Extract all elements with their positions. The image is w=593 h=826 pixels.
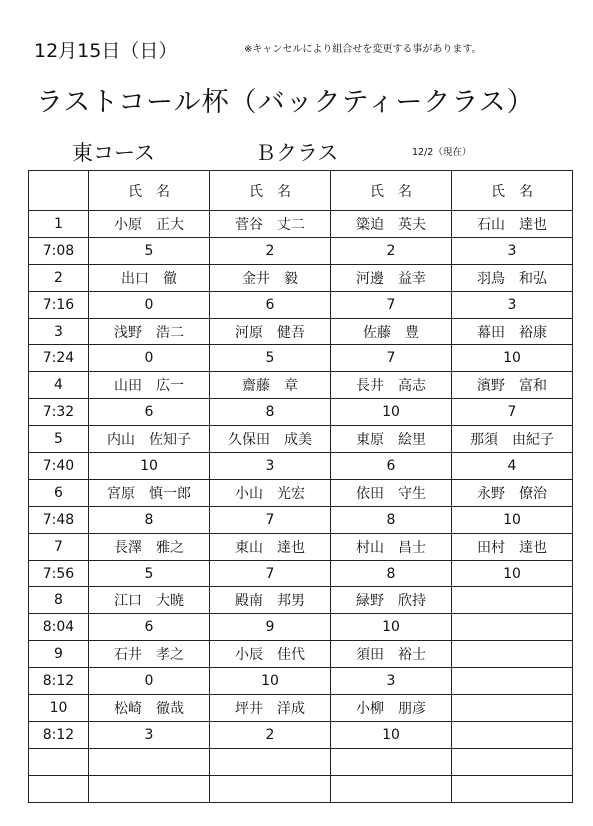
group-name-row — [29, 533, 573, 560]
group-number: 9 — [29, 641, 89, 668]
player-name: 浅野 浩二 — [89, 318, 210, 345]
player-value: 9 — [210, 614, 331, 641]
name-header: 氏 名 — [331, 171, 452, 211]
player-value: 7 — [210, 560, 331, 587]
group-value-row — [29, 345, 573, 372]
tee-time: 7:32 — [29, 399, 89, 426]
tee-time: 8:12 — [29, 721, 89, 748]
player-name: 那須 由紀子 — [452, 426, 573, 453]
player-value: 0 — [89, 345, 210, 372]
player-name: 河邊 益幸 — [331, 264, 452, 291]
group-value-row — [29, 399, 573, 426]
group-number: 8 — [29, 587, 89, 614]
player-name: 菅谷 丈二 — [210, 211, 331, 238]
group-value-row — [29, 668, 573, 695]
event-date: 12月15日（日） — [34, 40, 178, 62]
player-name: 小辰 佳代 — [210, 641, 331, 668]
group-name-row — [29, 372, 573, 399]
player-name: 依田 守生 — [331, 479, 452, 506]
group-name-row — [29, 318, 573, 345]
player-name: 松崎 徹哉 — [89, 695, 210, 722]
class-label: Ｂクラス — [255, 141, 339, 165]
group-number: 6 — [29, 479, 89, 506]
player-value: 8 — [331, 560, 452, 587]
player-value: 6 — [89, 614, 210, 641]
name-header: 氏 名 — [89, 171, 210, 211]
player-value: 4 — [452, 453, 573, 480]
player-value — [452, 668, 573, 695]
group-value-row — [29, 506, 573, 533]
player-name: 村山 昌士 — [331, 533, 452, 560]
tee-time: 8:12 — [29, 668, 89, 695]
player-value — [331, 775, 452, 802]
group-number: 4 — [29, 372, 89, 399]
group-name-row — [29, 264, 573, 291]
player-name: 金井 毅 — [210, 264, 331, 291]
table-body — [29, 211, 573, 803]
player-value: 3 — [452, 291, 573, 318]
name-header: 氏 名 — [210, 171, 331, 211]
player-name: 出口 徹 — [89, 264, 210, 291]
player-value: 8 — [89, 506, 210, 533]
player-value: 7 — [331, 291, 452, 318]
group-name-row — [29, 479, 573, 506]
tee-time: 7:16 — [29, 291, 89, 318]
player-value: 5 — [89, 560, 210, 587]
group-value-row — [29, 291, 573, 318]
player-name: 山田 広一 — [89, 372, 210, 399]
player-value: 6 — [331, 453, 452, 480]
player-value: 3 — [210, 453, 331, 480]
player-name: 江口 大暁 — [89, 587, 210, 614]
player-value: 7 — [452, 399, 573, 426]
player-name: 河原 健吾 — [210, 318, 331, 345]
group-value-row — [29, 453, 573, 480]
player-value: 10 — [331, 721, 452, 748]
player-name — [452, 695, 573, 722]
player-name — [210, 748, 331, 775]
group-value-row — [29, 237, 573, 264]
cancellation-notice: ※キャンセルにより組合せを変更する事があります。 — [244, 44, 482, 55]
group-name-row — [29, 695, 573, 722]
group-number: 7 — [29, 533, 89, 560]
player-name: 簗迫 英夫 — [331, 211, 452, 238]
name-header: 氏 名 — [452, 171, 573, 211]
group-number: 10 — [29, 695, 89, 722]
corner-cell — [29, 171, 89, 211]
player-name: 長澤 雅之 — [89, 533, 210, 560]
player-name: 緑野 欣持 — [331, 587, 452, 614]
player-name — [452, 641, 573, 668]
player-name: 東原 絵里 — [331, 426, 452, 453]
player-value: 5 — [210, 345, 331, 372]
player-name: 濱野 富和 — [452, 372, 573, 399]
player-name — [89, 748, 210, 775]
group-value-row — [29, 560, 573, 587]
group-name-row — [29, 641, 573, 668]
tee-time: 7:24 — [29, 345, 89, 372]
player-value: 0 — [89, 668, 210, 695]
player-value: 10 — [89, 453, 210, 480]
player-value: 3 — [452, 237, 573, 264]
group-number: 5 — [29, 426, 89, 453]
group-name-row — [29, 426, 573, 453]
player-value: 0 — [89, 291, 210, 318]
player-name: 坪井 洋成 — [210, 695, 331, 722]
player-value: 5 — [89, 237, 210, 264]
player-value: 7 — [210, 506, 331, 533]
player-name: 小原 正大 — [89, 211, 210, 238]
player-name: 東山 達也 — [210, 533, 331, 560]
player-name — [452, 748, 573, 775]
group-number: 2 — [29, 264, 89, 291]
player-value: 10 — [452, 560, 573, 587]
player-name: 小山 光宏 — [210, 479, 331, 506]
group-number: 1 — [29, 211, 89, 238]
player-value — [452, 721, 573, 748]
header-row — [29, 171, 573, 211]
player-value: 10 — [331, 614, 452, 641]
player-value — [210, 775, 331, 802]
player-name: 宮原 慎一郎 — [89, 479, 210, 506]
player-value: 3 — [89, 721, 210, 748]
group-name-row — [29, 587, 573, 614]
player-name: 齋藤 章 — [210, 372, 331, 399]
tee-time: 7:48 — [29, 506, 89, 533]
group-value-row — [29, 721, 573, 748]
group-name-row — [29, 211, 573, 238]
player-value: 3 — [331, 668, 452, 695]
player-value — [452, 614, 573, 641]
tee-time: 7:40 — [29, 453, 89, 480]
tee-time: 8:04 — [29, 614, 89, 641]
tee-time — [29, 775, 89, 802]
pairing-table — [28, 170, 573, 803]
player-name: 内山 佐知子 — [89, 426, 210, 453]
player-value: 10 — [452, 506, 573, 533]
player-name: 永野 僚治 — [452, 479, 573, 506]
player-name: 幕田 裕康 — [452, 318, 573, 345]
player-name: 石井 孝之 — [89, 641, 210, 668]
player-value — [452, 775, 573, 802]
player-value: 8 — [331, 506, 452, 533]
player-value: 6 — [210, 291, 331, 318]
player-name: 羽鳥 和弘 — [452, 264, 573, 291]
as-of-date: 12/2（現在） — [412, 147, 472, 158]
player-value: 10 — [210, 668, 331, 695]
group-value-row — [29, 775, 573, 802]
player-name: 須田 裕士 — [331, 641, 452, 668]
player-value: 6 — [89, 399, 210, 426]
player-name: 長井 高志 — [331, 372, 452, 399]
player-name — [331, 748, 452, 775]
player-value: 2 — [331, 237, 452, 264]
player-name: 石山 達也 — [452, 211, 573, 238]
player-value: 2 — [210, 721, 331, 748]
player-value: 7 — [331, 345, 452, 372]
course-label: 東コース — [72, 141, 155, 165]
player-value: 10 — [452, 345, 573, 372]
player-value: 2 — [210, 237, 331, 264]
player-value: 10 — [331, 399, 452, 426]
player-name — [452, 587, 573, 614]
group-number — [29, 748, 89, 775]
player-name: 殿南 邦男 — [210, 587, 331, 614]
tee-time: 7:08 — [29, 237, 89, 264]
page-title: ラストコール杯（バックティークラス） — [36, 87, 535, 118]
player-name: 佐藤 豊 — [331, 318, 452, 345]
group-name-row — [29, 748, 573, 775]
player-name: 小柳 朋彦 — [331, 695, 452, 722]
tee-time: 7:56 — [29, 560, 89, 587]
player-name: 田村 達也 — [452, 533, 573, 560]
player-name: 久保田 成美 — [210, 426, 331, 453]
group-value-row — [29, 614, 573, 641]
player-value: 8 — [210, 399, 331, 426]
group-number: 3 — [29, 318, 89, 345]
player-value — [89, 775, 210, 802]
